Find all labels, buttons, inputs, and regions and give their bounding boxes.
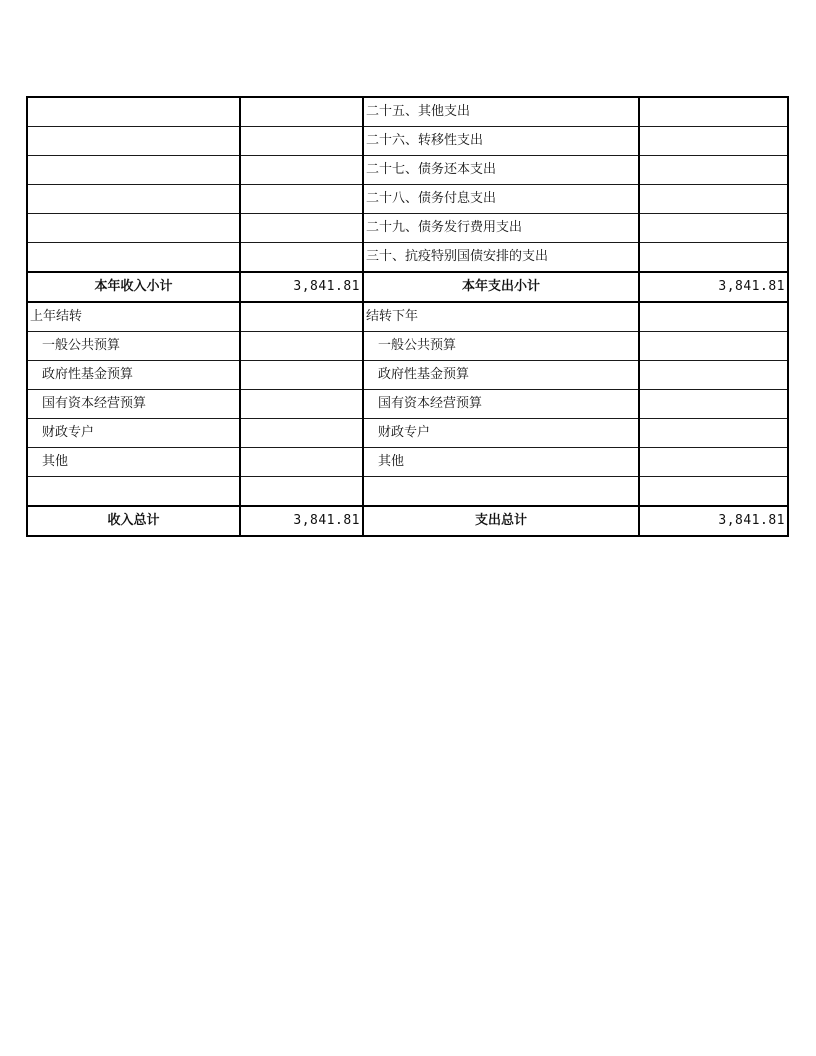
income-amount-cell (240, 390, 363, 419)
income-item-cell (27, 127, 240, 156)
table-row (27, 156, 788, 185)
expense-carry-item: 其他 (363, 448, 639, 477)
expense-carry-item: 一般公共预算 (363, 332, 639, 361)
income-total-label: 收入总计 (27, 506, 240, 536)
table-row (27, 419, 788, 448)
expense-amount-cell (639, 156, 788, 185)
expense-amount-cell (639, 214, 788, 243)
income-amount-cell (240, 361, 363, 390)
income-total-value: 3,841.81 (240, 506, 363, 536)
expense-carry-item: 政府性基金预算 (363, 361, 639, 390)
expense-subtotal-value: 3,841.81 (639, 272, 788, 302)
expense-amount-cell (639, 477, 788, 507)
table-row (27, 97, 788, 127)
table-row (27, 390, 788, 419)
income-amount-cell (240, 185, 363, 214)
income-subtotal-value: 3,841.81 (240, 272, 363, 302)
expense-amount-cell (639, 332, 788, 361)
expense-amount-cell (639, 302, 788, 332)
expense-total-value: 3,841.81 (639, 506, 788, 536)
income-carry-label: 上年结转 (27, 302, 240, 332)
expense-item-cell: 二十九、债务发行费用支出 (363, 214, 639, 243)
income-amount-cell (240, 97, 363, 127)
table-row (27, 448, 788, 477)
income-subtotal-label: 本年收入小计 (27, 272, 240, 302)
expense-amount-cell (639, 127, 788, 156)
expense-item-cell: 二十八、债务付息支出 (363, 185, 639, 214)
table-row (27, 361, 788, 390)
income-item-cell (27, 243, 240, 273)
income-carry-item: 其他 (27, 448, 240, 477)
total-row (27, 506, 788, 536)
income-item-cell (27, 97, 240, 127)
table-row (27, 477, 788, 507)
income-carry-item: 国有资本经营预算 (27, 390, 240, 419)
expense-item-cell: 三十、抗疫特别国债安排的支出 (363, 243, 639, 273)
table-row (27, 127, 788, 156)
expense-total-label: 支出总计 (363, 506, 639, 536)
table-row (27, 332, 788, 361)
income-amount-cell (240, 243, 363, 273)
expense-amount-cell (639, 390, 788, 419)
expense-carry-item: 财政专户 (363, 419, 639, 448)
expense-amount-cell (639, 97, 788, 127)
income-carry-item: 一般公共预算 (27, 332, 240, 361)
income-item-cell (27, 214, 240, 243)
income-amount-cell (240, 477, 363, 507)
expense-carry-label: 结转下年 (363, 302, 639, 332)
income-item-cell (27, 477, 240, 507)
income-amount-cell (240, 302, 363, 332)
income-item-cell (27, 156, 240, 185)
subtotal-row (27, 272, 788, 302)
table-row (27, 214, 788, 243)
expense-item-cell: 二十六、转移性支出 (363, 127, 639, 156)
expense-amount-cell (639, 361, 788, 390)
income-amount-cell (240, 214, 363, 243)
expense-amount-cell (639, 243, 788, 273)
expense-carry-item: 国有资本经营预算 (363, 390, 639, 419)
expense-item-cell (363, 477, 639, 507)
income-carry-item: 财政专户 (27, 419, 240, 448)
expense-amount-cell (639, 185, 788, 214)
income-amount-cell (240, 419, 363, 448)
expense-amount-cell (639, 448, 788, 477)
income-amount-cell (240, 332, 363, 361)
income-item-cell (27, 185, 240, 214)
expense-amount-cell (639, 419, 788, 448)
income-amount-cell (240, 127, 363, 156)
income-amount-cell (240, 448, 363, 477)
budget-sheet (26, 96, 787, 537)
income-carry-item: 政府性基金预算 (27, 361, 240, 390)
table-row (27, 185, 788, 214)
table-row (27, 243, 788, 273)
expense-subtotal-label: 本年支出小计 (363, 272, 639, 302)
expense-item-cell: 二十七、债务还本支出 (363, 156, 639, 185)
budget-table (26, 96, 789, 537)
income-amount-cell (240, 156, 363, 185)
carry-header-row (27, 302, 788, 332)
expense-item-cell: 二十五、其他支出 (363, 97, 639, 127)
